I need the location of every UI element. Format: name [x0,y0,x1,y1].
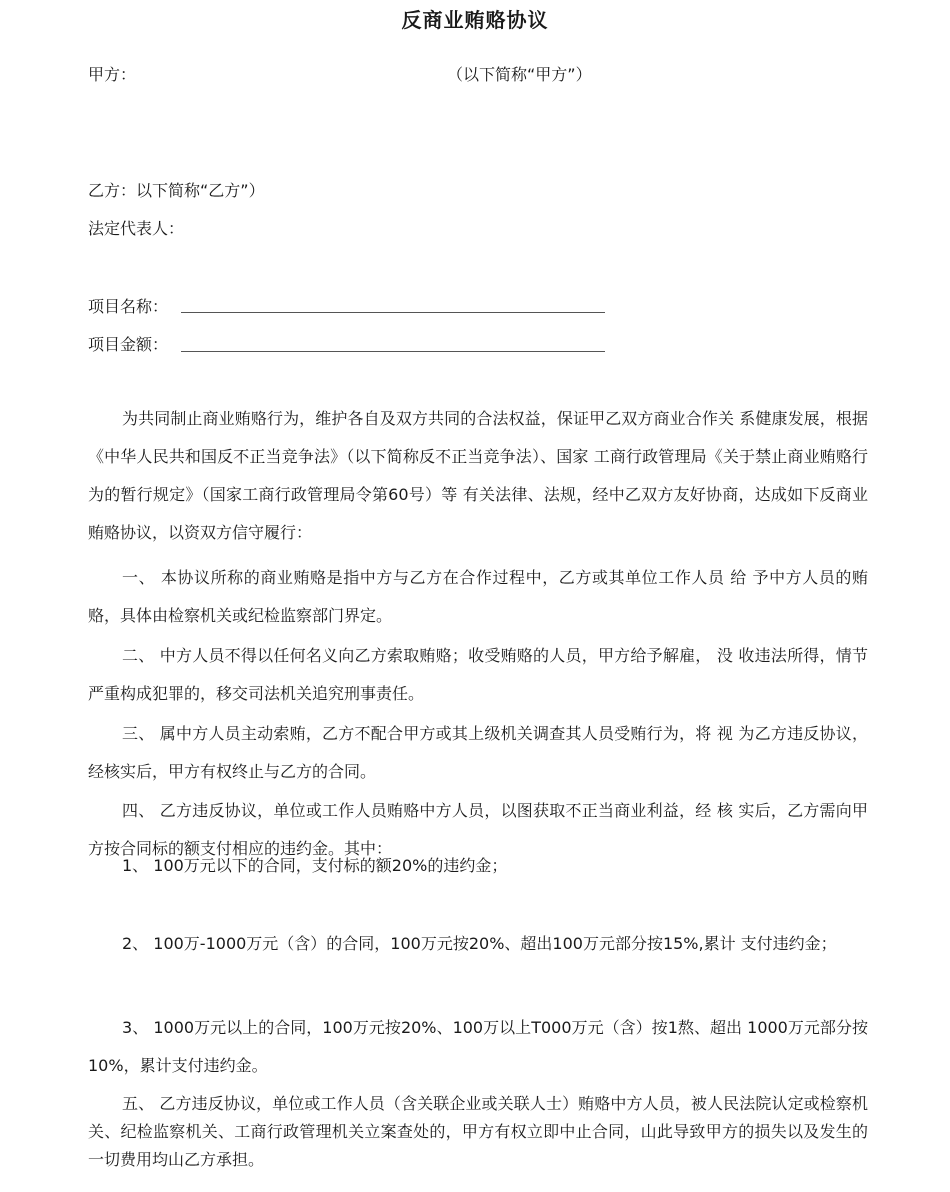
project-name-blank [181,312,605,313]
clause-4: 四、 乙方违反协议，单位或工作人员贿赂中方人员，以图获取不正当商业利益，经 核 实后，乙方需向甲方按合同标的额支付相应的违约金。其中： [88,801,868,858]
clause-1: 一、 本协议所称的商业贿赂是指中方与乙方在合作过程中，乙方或其单位工作人员 给 予中方人员的贿赂，具体由检察机关或纪检监察部门界定。 [88,568,868,625]
project-amount-blank [181,351,605,352]
clause-2: 二、 中方人员不得以任何名义向乙方索取贿赂；收受贿赂的人员，甲方给予解雇， 没 收违法所得，情节严重构成犯罪的，移交司法机关追究刑事责任。 [88,646,868,703]
clause-4-item-3: 3、 1000万元以上的合同，100万元按20%、100万以上T000万元（含）按1熬、超出 1000万元部分按10%，累计支付违约金。 [88,1018,868,1075]
party-a-label: 甲方： [88,65,137,84]
project-amount-label: 项目金额： [88,335,169,354]
clause-4-item-1: 1、 100万元以下的合同，支付标的额20%的违约金； [122,856,508,875]
document-title: 反商业贿赂协议 [401,8,549,32]
clause-4-item-2: 2、 100万-1000万元（含）的合同，100万元按20%、超出100万元部分按15%,累计 支付违约金； [122,934,837,953]
clause-3: 三、 属中方人员主动索贿，乙方不配合甲方或其上级机关调查其人员受贿行为，将 视 为乙方违反协议，经核实后，甲方有权终止与乙方的合同。 [88,724,868,781]
party-a-alias: （以下简称“甲方”） [447,65,592,84]
intro-paragraph: 为共同制止商业贿赂行为，维护各自及双方共同的合法权益，保证甲乙双方商业合作关 系健康发展，根据《中华人民共和国反不正当竞争法》（以下简称反不正当竞争法）、国家 工商行政管理局《关于禁止商业贿赂行为的暂行规定》（国家工商行政管理局令第60号）等 有关法律、法规，经中乙双方友好协商，达成如下反商业贿赂协议，以资双方信守履行： [88,409,868,542]
party-b-line: 乙方：以下简称“乙方”） [88,181,265,200]
clause-5: 五、 乙方违反协议，单位或工作人员（含关联企业或关联人士）贿赂中方人员，被人民法院认定或检察机关、纪检监察机关、工商行政管理机关立案查处的，甲方有权立即中止合同，山此导致甲方的损失以及发生的一切费用均山乙方承担。 [88,1094,868,1169]
project-name-label: 项目名称： [88,297,169,316]
legal-rep-label: 法定代表人： [88,219,185,238]
